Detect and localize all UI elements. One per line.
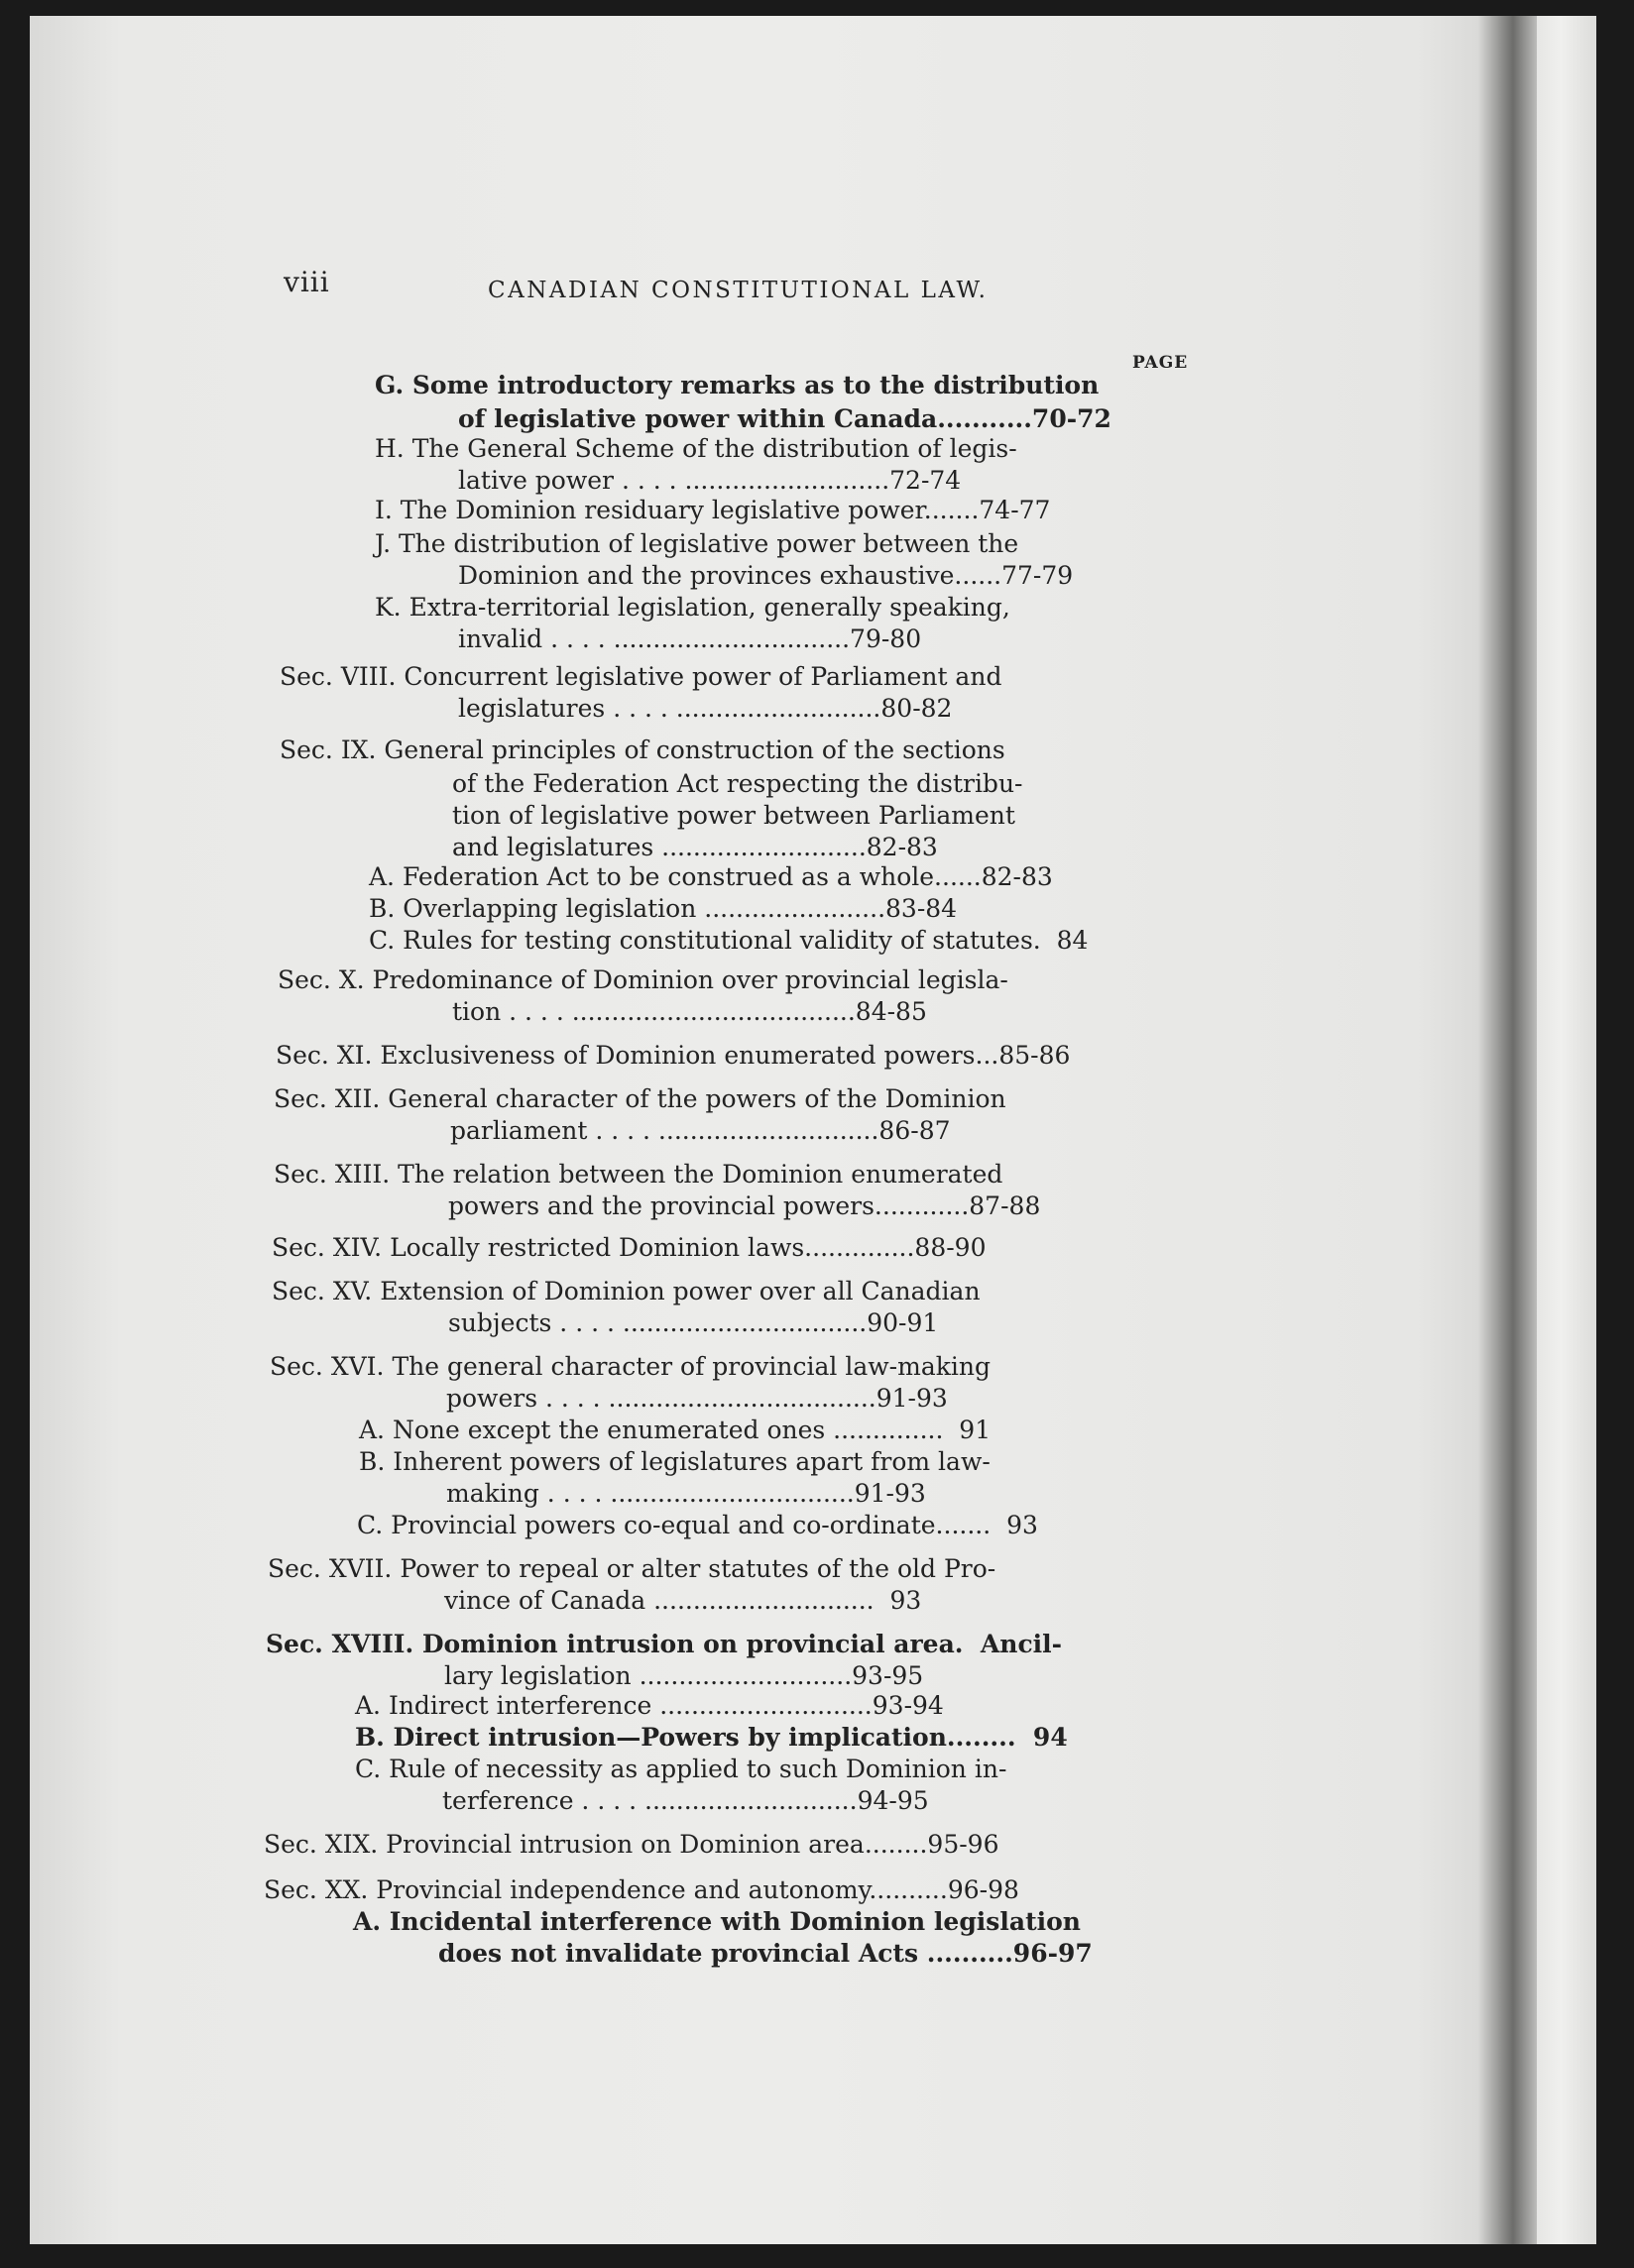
toc-line: Sec. XVIII. Dominion intrusion on provincial area. Ancil- xyxy=(266,1630,1063,1658)
toc-line: B. Overlapping legislation .......................83-84 xyxy=(369,894,958,923)
toc-line: H. The General Scheme of the distribution of legis- xyxy=(375,434,1017,463)
toc-line: subjects . . . . ...............................90-91 xyxy=(448,1308,939,1337)
toc-line: Sec. XII. General character of the powers of the Dominion xyxy=(274,1084,1006,1113)
toc-line: lative power . . . . ..........................72-74 xyxy=(458,466,962,495)
toc-line: A. None except the enumerated ones .............. 91 xyxy=(359,1416,992,1444)
toc-line: parliament . . . . ............................86-87 xyxy=(450,1116,951,1145)
toc-line: powers and the provincial powers............87-88 xyxy=(448,1191,1041,1220)
toc-line: B. Inherent powers of legislatures apart from law- xyxy=(359,1447,991,1476)
toc-line: does not invalidate provincial Acts ..........96-97 xyxy=(438,1939,1093,1968)
toc-line: Sec. XIX. Provincial intrusion on Dominion area........95-96 xyxy=(264,1830,999,1859)
toc-line: vince of Canada ............................ 93 xyxy=(444,1586,922,1615)
toc-line: J. The distribution of legislative power between the xyxy=(375,529,1019,558)
toc-line: tion of legislative power between Parliament xyxy=(452,801,1015,830)
toc-line: of the Federation Act respecting the distribu- xyxy=(452,769,1023,798)
toc-line: Sec. XX. Provincial independence and autonomy..........96-98 xyxy=(264,1875,1019,1904)
toc-line: of legislative power within Canada...........70-72 xyxy=(458,404,1111,433)
toc-line: Sec. XIV. Locally restricted Dominion laws..............88-90 xyxy=(272,1233,987,1262)
toc-line: Sec. XIII. The relation between the Dominion enumerated xyxy=(274,1160,1003,1189)
toc-line: C. Rule of necessity as applied to such Dominion in- xyxy=(355,1755,1007,1783)
toc-line: Sec. XVI. The general character of provincial law-making xyxy=(270,1352,991,1381)
toc-line: A. Federation Act to be construed as a whole......82-83 xyxy=(369,862,1053,891)
toc-line: legislatures . . . . ..........................80-82 xyxy=(458,694,953,723)
toc-line: and legislatures ..........................82-83 xyxy=(452,833,938,861)
toc-line: G. Some introductory remarks as to the distribution xyxy=(375,371,1100,399)
toc-line: C. Provincial powers co-equal and co-ordinate....... 93 xyxy=(357,1511,1038,1539)
toc-line: B. Direct intrusion—Powers by implication........ 94 xyxy=(355,1723,1068,1752)
toc-line: Sec. X. Predominance of Dominion over provincial legisla- xyxy=(278,965,1008,994)
toc-line: I. The Dominion residuary legislative power.......74-77 xyxy=(375,496,1051,524)
toc-line: Sec. VIII. Concurrent legislative power of Parliament and xyxy=(280,662,1002,691)
page-folio: viii xyxy=(284,266,330,298)
toc-line: Sec. XI. Exclusiveness of Dominion enumerated powers...85-86 xyxy=(276,1041,1071,1070)
toc-line: terference . . . . ...........................94-95 xyxy=(442,1786,929,1815)
toc-line: C. Rules for testing constitutional validity of statutes. 84 xyxy=(369,926,1089,955)
toc-line: lary legislation ...........................93-95 xyxy=(444,1661,924,1690)
toc-line: K. Extra-territorial legislation, generally speaking, xyxy=(375,593,1010,622)
toc-line: A. Incidental interference with Dominion legislation xyxy=(353,1907,1081,1936)
toc-line: A. Indirect interference ...........................93-94 xyxy=(355,1691,944,1720)
toc-line: making . . . . ...............................91-93 xyxy=(446,1479,926,1508)
toc-line: Sec. XV. Extension of Dominion power over all Canadian xyxy=(272,1277,981,1305)
toc-line: Sec. XVII. Power to repeal or alter statutes of the old Pro- xyxy=(268,1554,996,1583)
running-head: CANADIAN CONSTITUTIONAL LAW. xyxy=(488,278,989,303)
toc-line: Sec. IX. General principles of construction of the sections xyxy=(280,736,1005,764)
toc-line: Dominion and the provinces exhaustive......77-79 xyxy=(458,561,1074,590)
toc-line: tion . . . . ....................................84-85 xyxy=(452,997,927,1026)
toc-line: invalid . . . . ..............................79-80 xyxy=(458,624,922,653)
toc-line: powers . . . . ..................................91-93 xyxy=(446,1384,948,1413)
page-column-label: PAGE xyxy=(1132,353,1189,373)
